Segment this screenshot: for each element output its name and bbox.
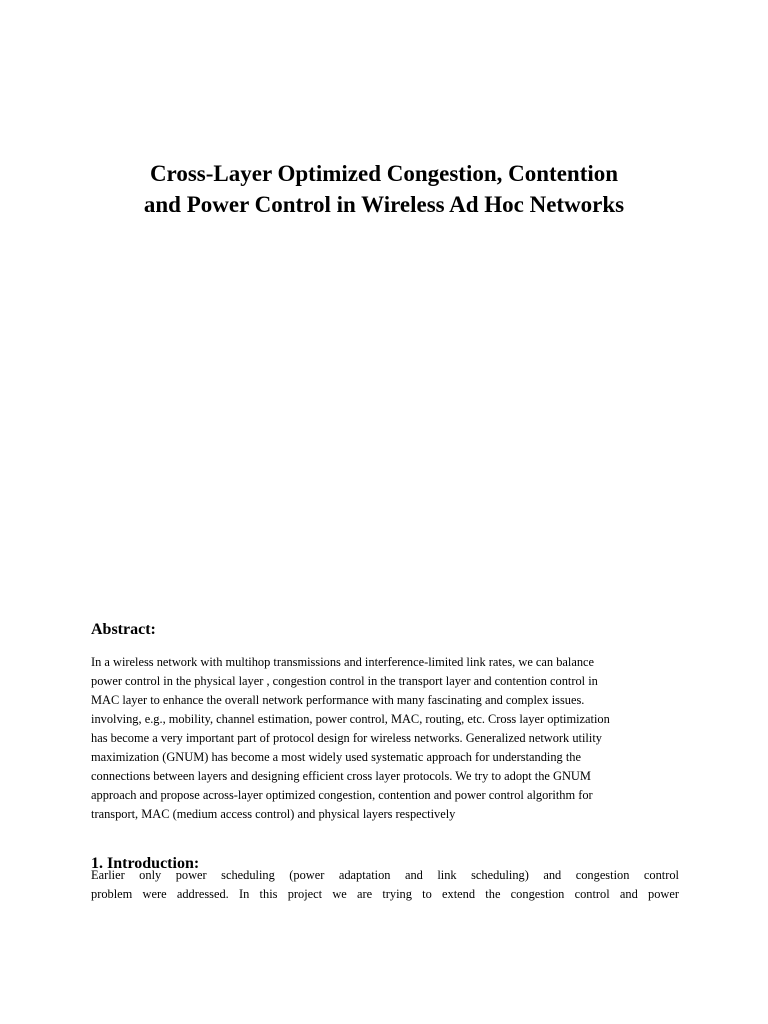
abstract-line: In a wireless network with multihop transmissions and interference-limited link rates, we can balance [91,655,595,669]
introduction-line: Earlier only power scheduling (power adaptation and link scheduling) and congestion control [91,868,679,882]
abstract-line: connections between layers and designing efficient cross layer protocols. We try to adopt the GNUM [91,769,591,783]
abstract-line: has become a very important part of protocol design for wireless networks. Generalized network utility [91,731,602,745]
abstract-line: power control in the physical layer , congestion control in the transport layer and contention control in [91,674,598,688]
introduction-line: problem were addressed. In this project we are trying to extend the congestion control and power [91,887,679,901]
abstract-line: maximization (GNUM) has become a most widely used systematic approach for understanding the [91,750,581,764]
paper-title-line-1: Cross-Layer Optimized Congestion, Contention [149,161,619,186]
abstract-line: approach and propose across-layer optimized congestion, contention and power control algorithm for [91,788,593,802]
introduction-body [91,866,679,904]
abstract-line: transport, MAC (medium access control) and physical layers respectively [91,807,456,821]
paper-title-line-2: and Power Control in Wireless Ad Hoc Networks [143,192,625,217]
abstract-body [91,653,610,824]
abstract-heading: Abstract: [91,621,156,638]
abstract-line: involving, e.g., mobility, channel estimation, power control, MAC, routing, etc. Cross layer optimization [91,712,610,726]
paper-title [60,158,708,220]
introduction-heading: 1. Introduction: [91,855,200,872]
abstract-line: MAC layer to enhance the overall network performance with many fascinating and complex issues. [91,693,585,707]
